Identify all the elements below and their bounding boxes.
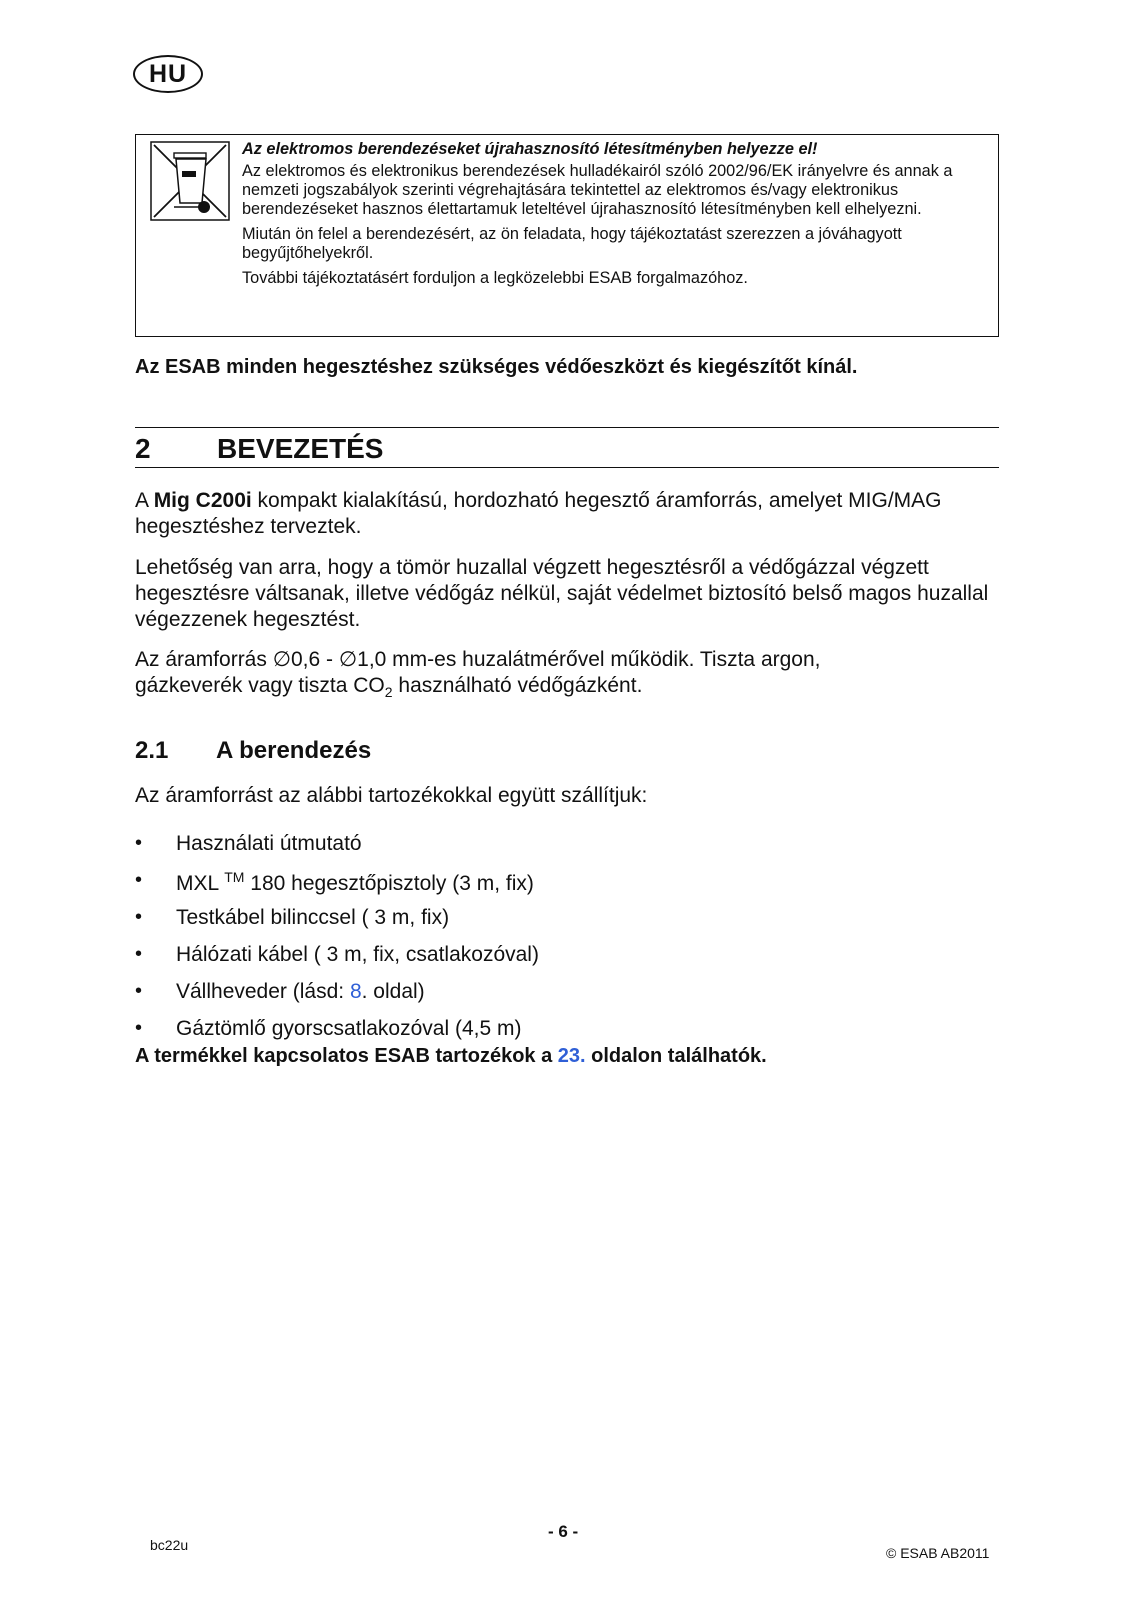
co2-subscript: 2 xyxy=(384,684,393,701)
notice-paragraph-2: Miután ön felel a berendezésért, az ön feladata, hogy tájékoztatást szerezzen a jóváhagyott begyűjtőhelyekről. xyxy=(242,225,902,262)
copyright: © ESAB AB2011 xyxy=(886,1545,990,1561)
gas-line-pre: gázkeverék vagy tiszta CO xyxy=(135,674,385,697)
list-item-text: Gáztömlő gyorscsatlakozóval (4,5 m) xyxy=(176,1017,522,1040)
bullet: • xyxy=(135,906,143,928)
notice-paragraph-1: Az elektromos és elektronikus berendezések hulladékairól szóló 2002/96/EK irányelvre és annak a nemzeti jogszabályok szerinti végrehajtására tekintettel az elektromos és/vagy elektronikus berendezéseket hasznos élettartamuk leteltével újrahasznosító létesítményben kell elhelyezni. xyxy=(242,162,953,218)
wire-diameter-paragraph xyxy=(135,647,1005,705)
page-23-link[interactable]: 23. xyxy=(557,1045,586,1067)
list-item-text: Használati útmutató xyxy=(176,832,362,855)
section-2-1-heading xyxy=(135,737,371,765)
bullet: • xyxy=(135,832,143,854)
esab-safety-note: Az ESAB minden hegesztéshez szükséges védőeszközt és kiegészítőt kínál. xyxy=(135,356,858,378)
list-item-text: Vállheveder (lásd: 8. oldal) xyxy=(176,980,425,1003)
notice-paragraph-3: További tájékoztatásért forduljon a legközelebbi ESAB forgalmazóhoz. xyxy=(242,269,748,287)
heading-bottom-rule xyxy=(135,467,999,468)
section-2-heading xyxy=(135,433,383,465)
delivery-intro: Az áramforrást az alábbi tartozékokkal együtt szállítjuk: xyxy=(135,784,648,807)
subsection-number: 2.1 xyxy=(135,737,169,764)
intro-paragraph xyxy=(135,488,1005,540)
bullet: • xyxy=(135,980,143,1002)
document-code: bc22u xyxy=(150,1537,189,1553)
intro-prefix: A xyxy=(135,489,154,512)
notice-title: Az elektromos berendezéseket újrahasznosító létesítményben helyezze el! xyxy=(242,140,818,158)
heading-top-rule xyxy=(135,427,999,428)
gas-line-post: használható védőgázként. xyxy=(392,674,643,697)
language-badge: HU xyxy=(133,55,203,93)
trademark-superscript: TM xyxy=(224,869,245,885)
subsection-title: A berendezés xyxy=(216,737,372,764)
weee-notice-box xyxy=(135,134,999,337)
list-item xyxy=(135,943,539,980)
accessories-reference-note: A termékkel kapcsolatos ESAB tartozékok a 23. oldalon találhatók. xyxy=(135,1045,767,1067)
list-item xyxy=(135,869,539,906)
bullet: • xyxy=(135,943,143,965)
wire-diameter-line-1: Az áramforrás ∅0,6 - ∅1,0 mm-es huzalátmérővel működik. Tiszta argon, xyxy=(135,648,821,671)
accessory-list xyxy=(135,832,539,1054)
list-item-text: Testkábel bilinccsel ( 3 m, fix) xyxy=(176,906,450,929)
list-item xyxy=(135,832,539,869)
wire-options-paragraph: Lehetőség van arra, hogy a tömör huzallal végzett hegesztésről a védőgázzal végzett hegesztésre váltsanak, illetve védőgáz nélkül, saját védelmet biztosító belső magos huzallal végezzenek hegesztést. xyxy=(135,556,989,631)
page-8-link[interactable]: 8 xyxy=(349,980,362,1003)
crossed-out-wheelie-bin-icon xyxy=(150,141,230,221)
list-item-text: Hálózati kábel ( 3 m, fix, csatlakozóval) xyxy=(176,943,539,966)
list-item-text: MXL ™ 180 hegesztőpisztoly (3 m, fix) xyxy=(176,869,534,895)
bullet: • xyxy=(135,1017,143,1039)
intro-rest: kompakt kialakítású, hordozható hegesztő áramforrás, amelyet MIG/MAG hegesztéshez terveztek. xyxy=(135,489,942,538)
section-number: 2 xyxy=(135,433,151,464)
section-title: BEVEZETÉS xyxy=(217,433,384,464)
bullet: • xyxy=(135,869,143,891)
product-name: Mig C200i xyxy=(153,489,252,512)
list-item xyxy=(135,906,539,943)
list-item xyxy=(135,980,539,1017)
page-number: - 6 - xyxy=(548,1522,579,1541)
